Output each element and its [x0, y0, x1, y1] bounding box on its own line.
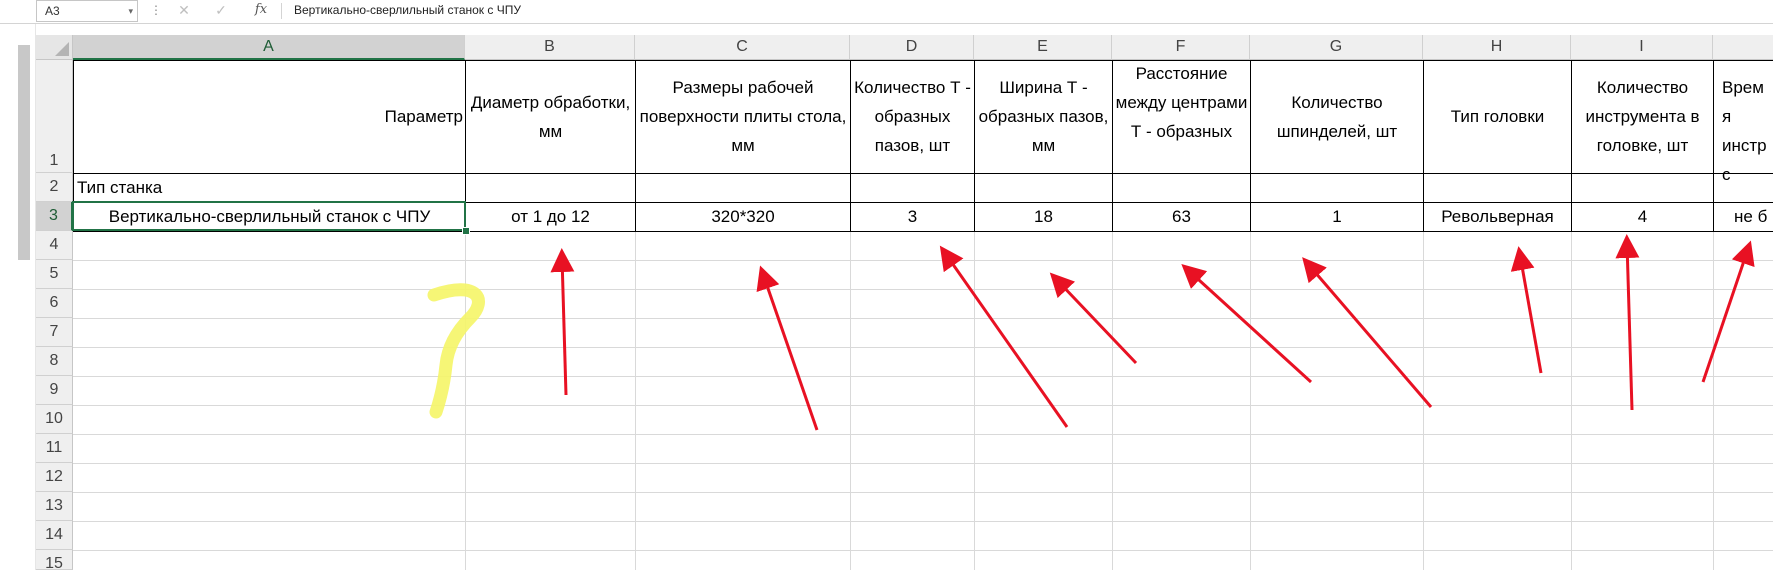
row-header-14[interactable]: 14 — [36, 521, 73, 550]
column-header-d[interactable]: D — [850, 35, 974, 60]
cell-i3-text: 4 — [1637, 207, 1648, 226]
row-header-12[interactable]: 12 — [36, 463, 73, 492]
cell-a1-text: Параметр — [384, 107, 463, 126]
column-header-g[interactable]: G — [1250, 35, 1423, 60]
cell-i1[interactable]: Количество инструмента в головке, шт — [1585, 78, 1700, 155]
arrow-to-d — [945, 253, 1067, 427]
row-header-15[interactable]: 15 — [36, 550, 73, 570]
formula-input[interactable]: Вертикально-сверлильный станок с ЧПУ — [294, 3, 521, 17]
arrow-to-i — [1627, 243, 1632, 410]
cell-b3-text: от 1 до 12 — [511, 207, 590, 226]
row-header-5[interactable]: 5 — [36, 260, 73, 289]
cell-a3-text: Вертикально-сверлильный станок с ЧПУ — [108, 207, 431, 226]
cell-j1[interactable]: Время инстр с — [1722, 78, 1767, 184]
row-header-9[interactable]: 9 — [36, 376, 73, 405]
yellow-highlighter-stroke — [434, 290, 478, 412]
more-options-icon[interactable]: ⋮ — [150, 3, 162, 17]
cell-c1[interactable]: Размеры рабочей поверхности плиты стола, мм — [639, 78, 847, 155]
cell-h3-text: Револьверная — [1441, 207, 1554, 226]
cancel-icon[interactable]: ✕ — [178, 2, 190, 18]
arrow-to-h — [1520, 255, 1541, 373]
row-header-7[interactable]: 7 — [36, 318, 73, 347]
cell-g1[interactable]: Количество шпинделей, шт — [1276, 93, 1398, 141]
arrow-to-j — [1703, 249, 1748, 382]
cell-g3-text: 1 — [1332, 207, 1342, 226]
row-header-3[interactable]: 3 — [36, 202, 73, 231]
arrow-to-e — [1056, 279, 1136, 363]
cell-d3-text: 3 — [907, 207, 918, 226]
column-header-h[interactable]: H — [1423, 35, 1571, 60]
enter-icon[interactable]: ✓ — [215, 2, 227, 18]
arrow-to-f — [1188, 270, 1311, 382]
cell-d1[interactable]: Количество Т - образных пазов, шт — [854, 78, 971, 155]
cell-e1[interactable]: Ширина Т - образных пазов, мм — [978, 78, 1109, 155]
cell-j3-text: не б — [1734, 207, 1768, 226]
column-header-e[interactable]: E — [974, 35, 1112, 60]
arrow-to-g — [1308, 264, 1431, 407]
row-header-8[interactable]: 8 — [36, 347, 73, 376]
arrow-to-c — [763, 274, 817, 430]
cell-f1[interactable]: Расстояние между центрами Т - образных — [1115, 64, 1248, 141]
cell-f3-text: 63 — [1172, 207, 1191, 226]
column-header-a[interactable]: A — [73, 35, 465, 60]
row-header-2[interactable]: 2 — [36, 173, 73, 202]
name-box-dropdown-icon[interactable]: ▾ — [128, 6, 133, 16]
column-header-c[interactable]: C — [635, 35, 850, 60]
column-header-i[interactable]: I — [1571, 35, 1713, 60]
row-header-6[interactable]: 6 — [36, 289, 73, 318]
insert-function-icon[interactable]: fx — [254, 2, 268, 17]
arrow-to-b — [562, 257, 566, 395]
row-header-13[interactable]: 13 — [36, 492, 73, 521]
column-header-f[interactable]: F — [1112, 35, 1250, 60]
cell-b1[interactable]: Диаметр обработки, мм — [470, 93, 631, 141]
name-box-value: A3 — [45, 4, 60, 18]
row-header-11[interactable]: 11 — [36, 434, 73, 463]
cell-h1[interactable]: Тип головки — [1450, 107, 1545, 126]
column-header-b[interactable]: B — [465, 35, 635, 60]
cell-e3-text: 18 — [1034, 207, 1053, 226]
cell-c3-text: 320*320 — [711, 207, 775, 226]
row-header-1[interactable]: 1 — [36, 60, 73, 173]
row-header-4[interactable]: 4 — [36, 231, 73, 260]
cell-a2-text: Тип станка — [77, 178, 163, 197]
row-header-10[interactable]: 10 — [36, 405, 73, 434]
